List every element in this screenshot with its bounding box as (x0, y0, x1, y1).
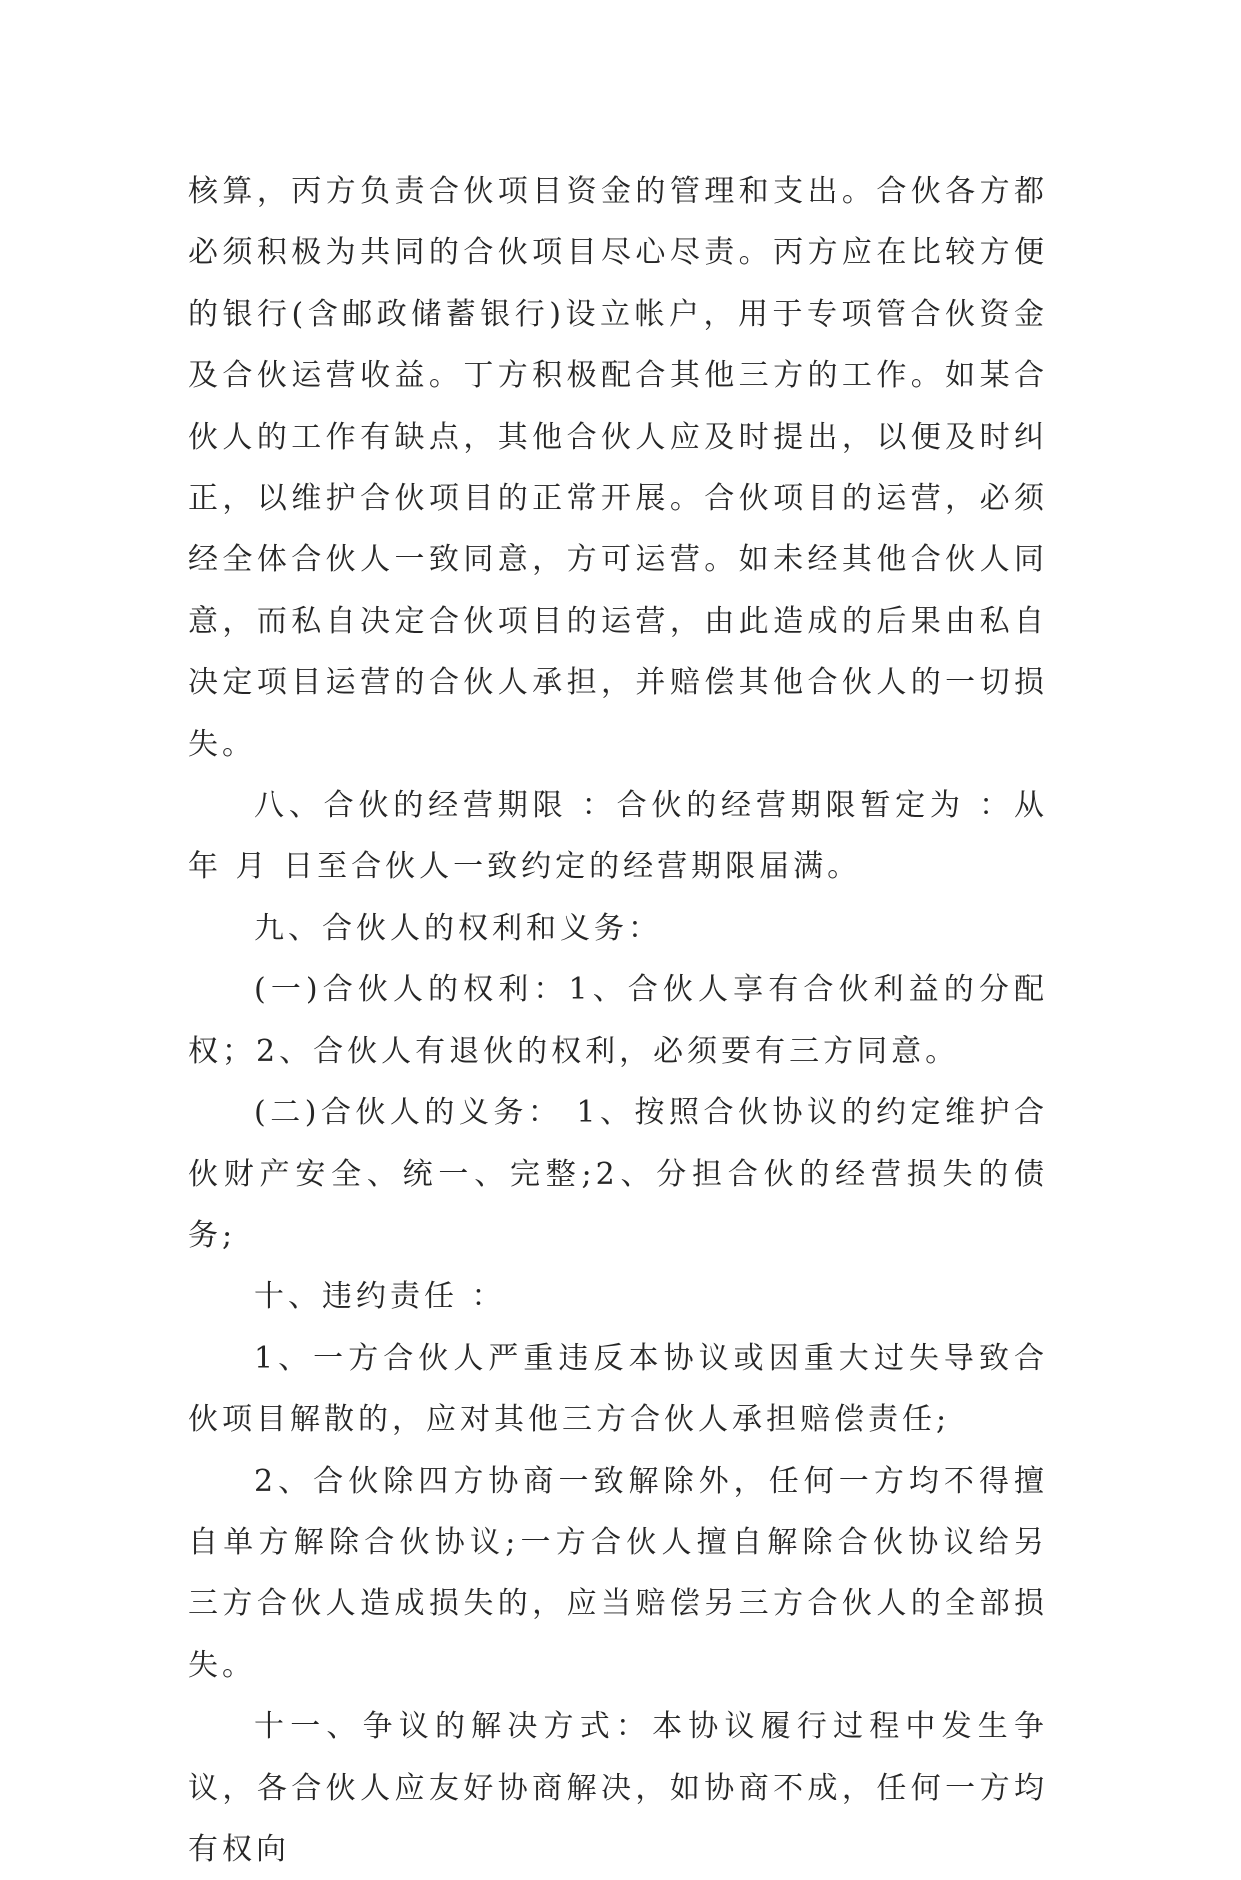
paragraph-accounting-duties: 核算，丙方负责合伙项目资金的管理和支出。合伙各方都必须积极为共同的合伙项目尽心尽责。丙方应在比较方便的银行(含邮政储蓄银行)设立帐户，用于专项管合伙资金及合伙运营收益。丁方积极配合其他三方的工作。如某合伙人的工作有缺点，其他合伙人应及时提出，以便及时纠正，以维护合伙项目的正常开展。合伙项目的运营，必须经全体合伙人一致同意，方可运营。如未经其他合伙人同意，而私自决定合伙项目的运营，由此造成的后果由私自决定项目运营的合伙人承担，并赔偿其他合伙人的一切损失。 (188, 174, 1048, 762)
document-body (188, 161, 1048, 1880)
paragraph-breach-item-1: 1、一方合伙人严重违反本协议或因重大过失导致合伙项目解散的，应对其他三方合伙人承担赔偿责任; (188, 1340, 1048, 1438)
paragraph-breach-item-2: 2、合伙除四方协商一致解除外，任何一方均不得擅自单方解除合伙协议;一方合伙人擅自解除合伙协议给另三方合伙人造成损失的，应当赔偿另三方合伙人的全部损失。 (188, 1463, 1048, 1683)
paragraph-partner-rights: (一)合伙人的权利：1、合伙人享有合伙利益的分配权；2、合伙人有退伙的权利，必须要有三方同意。 (188, 972, 1048, 1069)
paragraph-partner-obligations: (二)合伙人的义务： 1、按照合伙协议的约定维护合伙财产安全、统一、完整;2、分担合伙的经营损失的债务; (188, 1095, 1048, 1253)
paragraph-breach-heading: 十、违约责任 ： (254, 1279, 506, 1315)
paragraph-rights-obligations-heading: 九、合伙人的权利和义务： (254, 910, 662, 946)
paragraph-dispute-resolution: 十一、争议的解决方式：本协议履行过程中发生争议，各合伙人应友好协商解决，如协商不成，任何一方均有权向 (188, 1709, 1048, 1867)
paragraph-operating-term: 八、合伙的经营期限 ：合伙的经营期限暂定为 ：从 年 月 日至合伙人一致约定的经营期限届满。 (188, 788, 1048, 885)
